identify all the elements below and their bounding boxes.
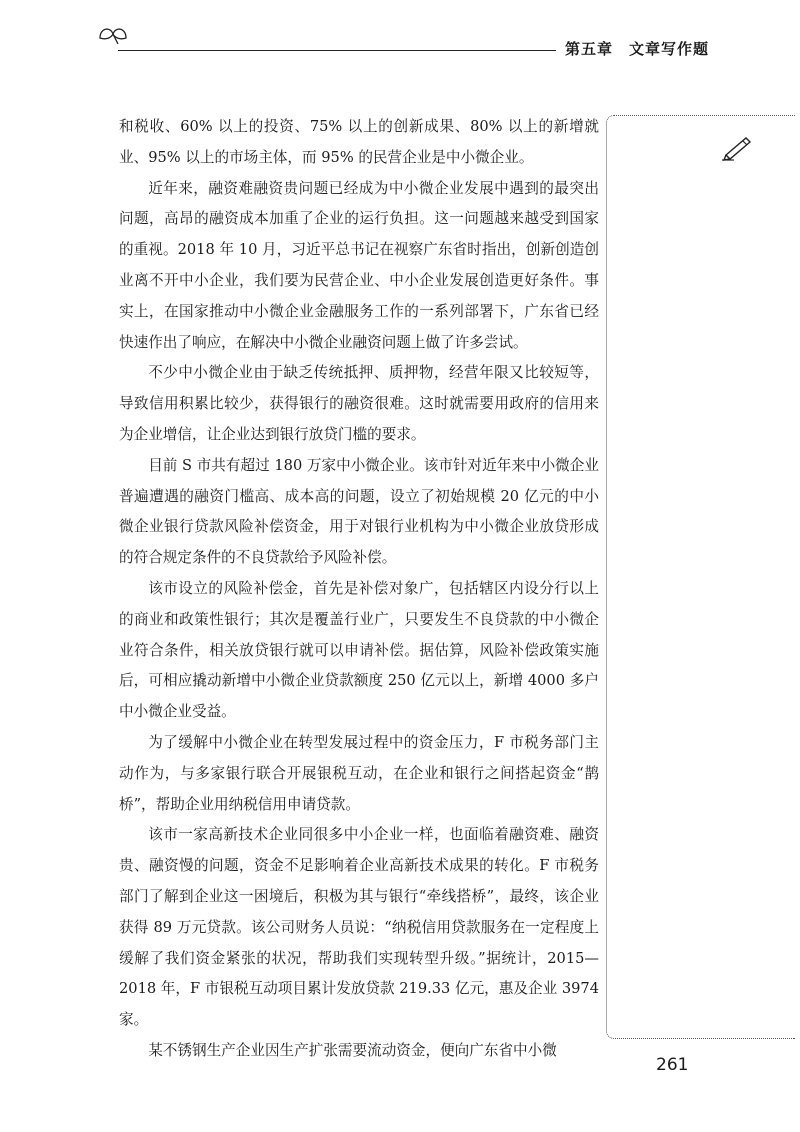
paragraph: 目前 S 市共有超过 180 万家中小微企业。该市针对近年来中小微企业普遍遭遇的融资门槛高、成本高的问题，设立了初始规模 20 亿元的中小微企业银行贷款风险补偿资金，用于对银行业机构为中小微企业放贷形成的符合规定条件的不良贷款给予风险补偿。 — [119, 456, 599, 567]
pencil-icon — [720, 133, 754, 161]
paragraph: 和税收、60% 以上的投资、75% 以上的创新成果、80% 以上的新增就业、95% 以上的市场主体，而 95% 的民营企业是中小微企业。 — [119, 118, 599, 166]
leaf-ornament-icon — [96, 22, 130, 44]
paragraph: 某不锈钢生产企业因生产扩张需要流动资金，便向广东省中小微 — [148, 1041, 557, 1059]
header-divider — [118, 50, 556, 51]
chapter-title: 第五章 文章写作题 — [565, 40, 710, 58]
paragraph: 近年来，融资难融资贵问题已经成为中小微企业发展中遇到的最突出问题，高昂的融资成本加重了企业的运行负担。这一问题越来越受到国家的重视。2018 年 10 月，习近平总书记在视察广东省时指出，创新创造创业离不开中小企业，我们要为民营企业、中小企业发展创造更好条件。事实上，在国家推动中小微企业金融服务工作的一系列部署下，广东省已经快速作出了响应，在解决中小微企业融资问题上做了许多尝试。 — [119, 179, 599, 351]
page-number: 261 — [656, 1055, 689, 1075]
paragraph: 为了缓解中小微企业在转型发展过程中的资金压力，F 市税务部门主动作为，与多家银行联合开展银税互动，在企业和银行之间搭起资金“鹊桥”，帮助企业用纳税信用申请贷款。 — [119, 733, 599, 813]
notes-margin-box — [606, 115, 795, 1039]
paragraph: 该市设立的风险补偿金，首先是补偿对象广，包括辖区内设分行以上的商业和政策性银行；其次是覆盖行业广，只要发生不良贷款的中小微企业符合条件，相关放贷银行就可以申请补偿。据估算，风险补偿政策实施后，可相应撬动新增中小微企业贷款额度 250 亿元以上，新增 4000 多户中小微企业受益。 — [119, 579, 599, 721]
body-text — [119, 112, 599, 1067]
paragraph: 该市一家高新技术企业同很多中小企业一样，也面临着融资难、融资贵、融资慢的问题，资金不足影响着企业高新技术成果的转化。F 市税务部门了解到企业这一困境后，积极为其与银行“牵线搭桥”，最终，该企业获得 89 万元贷款。该公司财务人员说：“纳税信用贷款服务在一定程度上缓解了我们资金紧张的状况，帮助我们实现转型升级。”据统计，2015—2018 年，F 市银税互动项目累计发放贷款 219.33 亿元，惠及企业 3974 家。 — [119, 826, 599, 1029]
paragraph: 不少中小微企业由于缺乏传统抵押、质押物，经营年限又比较短等，导致信用积累比较少，获得银行的融资很难。这时就需要用政府的信用来为企业增信，让企业达到银行放贷门槛的要求。 — [119, 364, 599, 443]
